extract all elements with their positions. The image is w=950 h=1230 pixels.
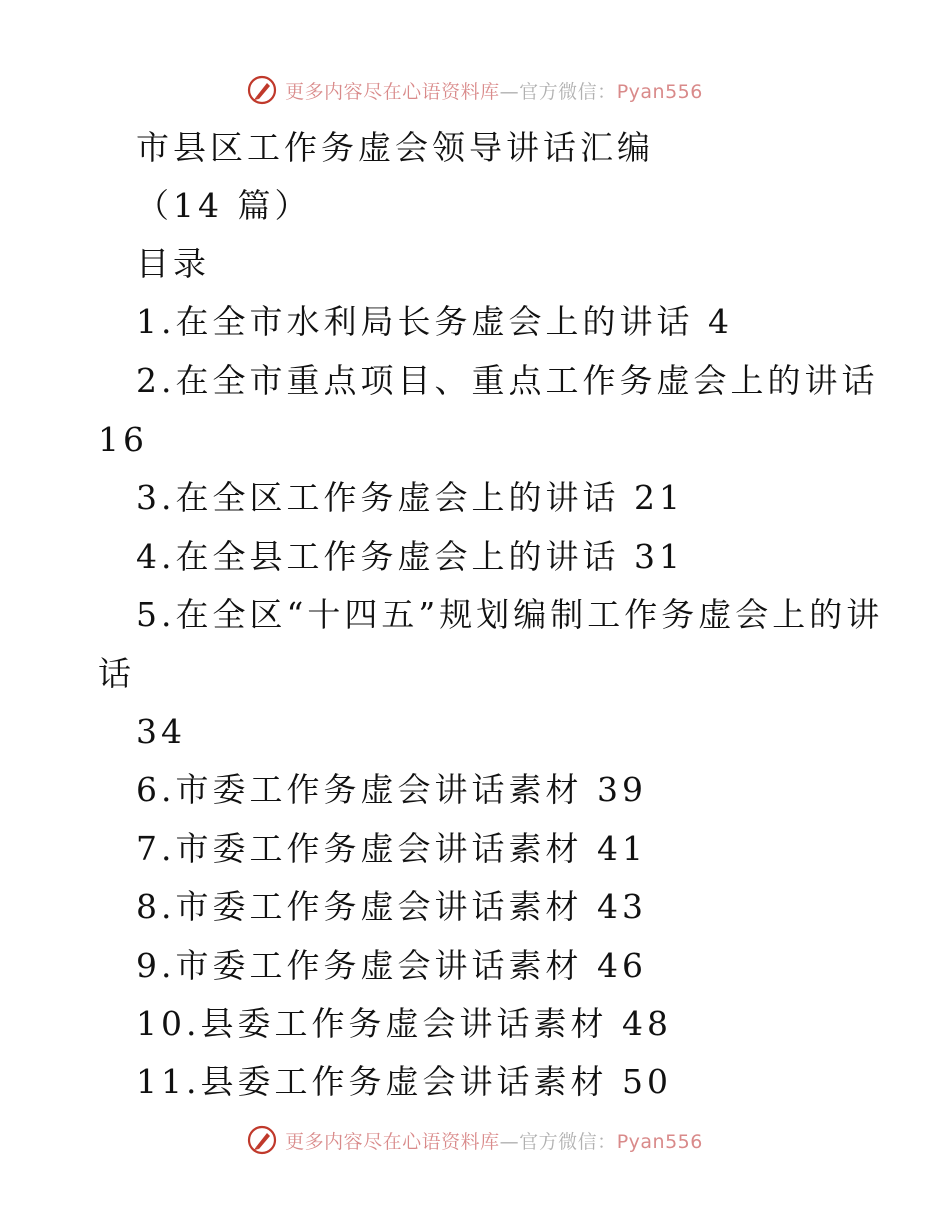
toc-entry: 4.在全县工作务虚会上的讲话 31 (136, 537, 684, 576)
toc-entry: 10.县委工作务虚会讲话素材 48 (136, 1004, 672, 1043)
watermark-text (285, 77, 703, 104)
watermark-secondary: 官方微信： (519, 1130, 617, 1153)
toc-entry: 3.在全区工作务虚会上的讲话 21 (136, 478, 684, 517)
watermark-separator: — (499, 1130, 520, 1153)
toc-entry: 8.市委工作务虚会讲话素材 43 (136, 887, 647, 926)
toc-entry: 6.市委工作务虚会讲话素材 39 (136, 770, 647, 809)
toc-entry: 2.在全市重点项目、重点工作务虚会上的讲话 (136, 361, 879, 400)
watermark-wechat-id: Pyan556 (616, 1130, 703, 1153)
quill-pen-logo-icon (247, 75, 277, 105)
quill-pen-logo-icon (247, 1125, 277, 1155)
watermark-text (285, 1127, 703, 1154)
watermark-primary: 更多内容尽在心语资料库 (285, 80, 500, 103)
document-title: 市县区工作务虚会领导讲话汇编 (136, 128, 654, 167)
toc-entry-page: 16 (98, 420, 148, 459)
toc-entry: 7.市委工作务虚会讲话素材 41 (136, 829, 647, 868)
toc-entry: 9.市委工作务虚会讲话素材 46 (136, 946, 647, 985)
header-watermark (0, 70, 950, 110)
toc-entry-continued: 话 (98, 654, 135, 693)
toc-entry-page: 34 (136, 712, 186, 751)
watermark-separator: — (499, 80, 520, 103)
footer-watermark (0, 1120, 950, 1160)
watermark-primary: 更多内容尽在心语资料库 (285, 1130, 500, 1153)
watermark-secondary: 官方微信： (519, 80, 617, 103)
toc-heading: 目录 (136, 244, 210, 283)
document-count: （14 篇） (136, 186, 312, 225)
watermark-wechat-id: Pyan556 (616, 80, 703, 103)
toc-entry: 11.县委工作务虚会讲话素材 50 (136, 1062, 672, 1101)
toc-entry: 1.在全市水利局长务虚会上的讲话 4 (136, 302, 733, 341)
toc-entry: 5.在全区“十四五”规划编制工作务虚会上的讲 (136, 595, 884, 634)
